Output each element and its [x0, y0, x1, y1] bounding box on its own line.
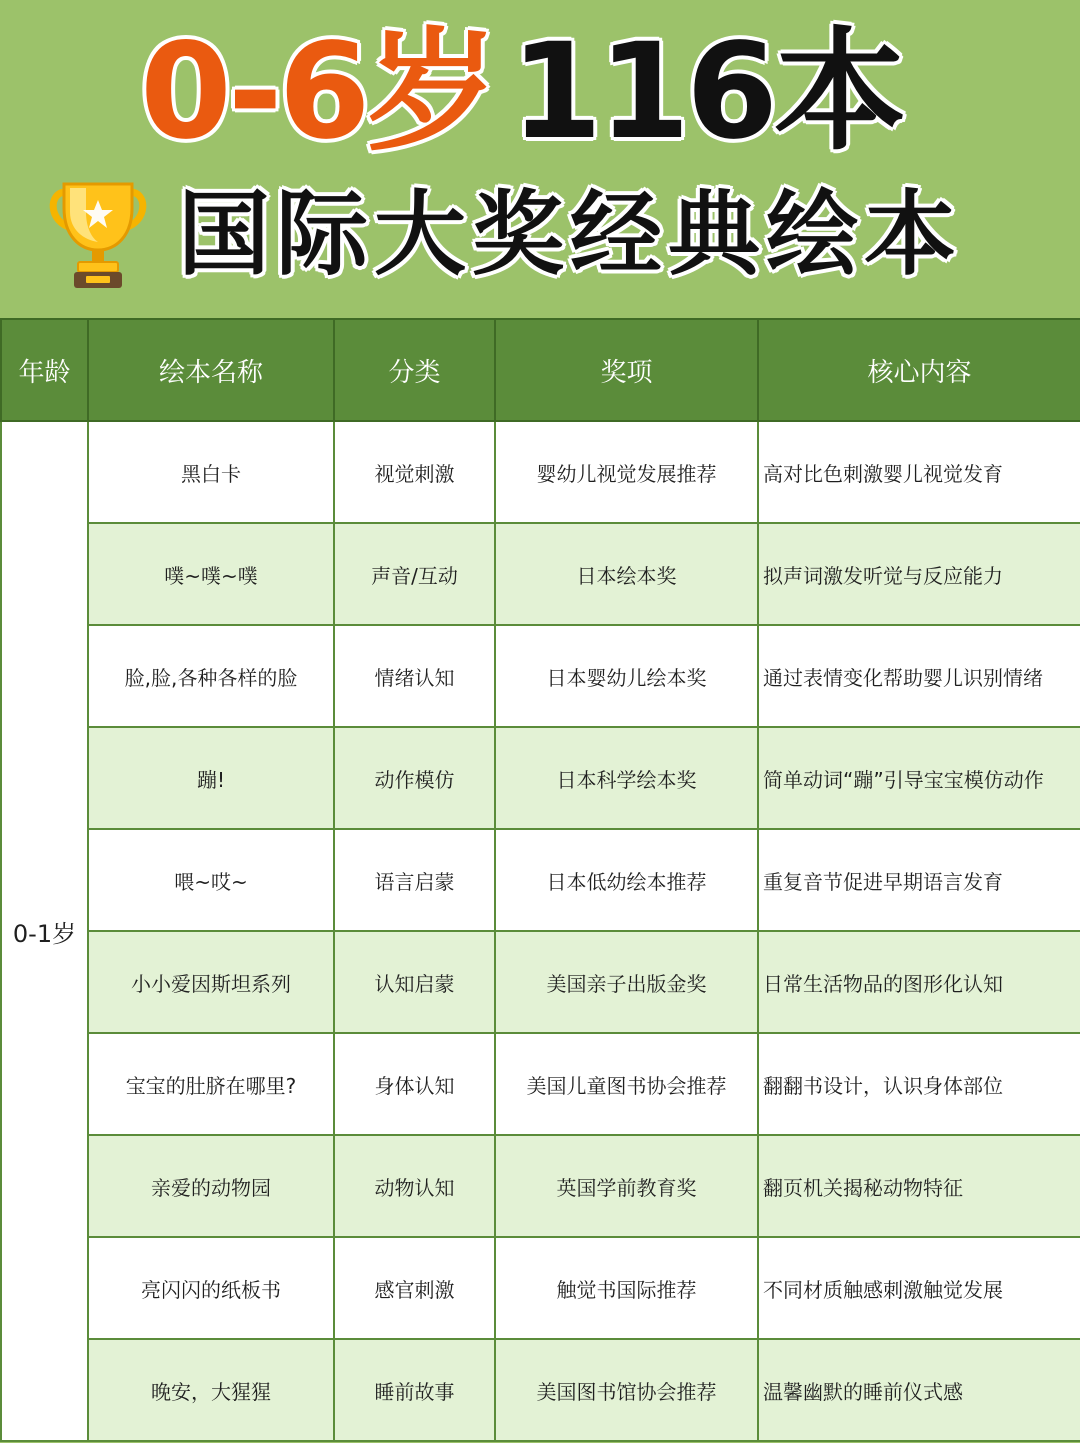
category-cell: 视觉刺激 [334, 421, 495, 523]
age-group-cell: 0-1岁 [1, 421, 88, 1441]
content-cell: 通过表情变化帮助婴儿识别情绪 [758, 625, 1080, 727]
content-cell: 翻翻书设计，认识身体部位 [758, 1033, 1080, 1135]
table-header-row [1, 319, 1080, 421]
award-cell: 日本婴幼儿绘本奖 [495, 625, 758, 727]
table-row [1, 829, 1080, 931]
award-cell: 英国学前教育奖 [495, 1135, 758, 1237]
content-cell: 日常生活物品的图形化认知 [758, 931, 1080, 1033]
hero-banner [0, 0, 1080, 318]
content-cell: 不同材质触感刺激触觉发展 [758, 1237, 1080, 1339]
table-row [1, 727, 1080, 829]
book-name-cell: 喂~哎~ [88, 829, 334, 931]
content-cell: 重复音节促进早期语言发育 [758, 829, 1080, 931]
table-row [1, 931, 1080, 1033]
table-row [1, 1033, 1080, 1135]
trophy-icon [46, 178, 150, 292]
award-cell: 美国儿童图书协会推荐 [495, 1033, 758, 1135]
book-name-cell: 噗~噗~噗 [88, 523, 334, 625]
category-cell: 动物认知 [334, 1135, 495, 1237]
subtitle: 国际大奖经典绘本 [178, 181, 963, 288]
table-row [1, 1135, 1080, 1237]
title-age-range: 0-6岁 [140, 15, 495, 169]
content-cell: 简单动词“蹦”引导宝宝模仿动作 [758, 727, 1080, 829]
table-row [1, 1339, 1080, 1441]
book-table-wrapper [0, 318, 1080, 1443]
book-name-cell: 亲爱的动物园 [88, 1135, 334, 1237]
category-cell: 睡前故事 [334, 1339, 495, 1441]
category-cell: 声音/互动 [334, 523, 495, 625]
book-table [0, 318, 1080, 1442]
header-core-content: 核心内容 [758, 319, 1080, 421]
award-cell: 日本绘本奖 [495, 523, 758, 625]
header-book-name: 绘本名称 [88, 319, 334, 421]
book-name-cell: 蹦! [88, 727, 334, 829]
book-name-cell: 亮闪闪的纸板书 [88, 1237, 334, 1339]
award-cell: 美国亲子出版金奖 [495, 931, 758, 1033]
main-title [140, 15, 903, 169]
award-cell: 触觉书国际推荐 [495, 1237, 758, 1339]
book-name-cell: 黑白卡 [88, 421, 334, 523]
title-book-count: 116本 [510, 15, 903, 169]
award-cell: 日本低幼绘本推荐 [495, 829, 758, 931]
book-name-cell: 小小爱因斯坦系列 [88, 931, 334, 1033]
header-category: 分类 [334, 319, 495, 421]
category-cell: 身体认知 [334, 1033, 495, 1135]
table-row [1, 625, 1080, 727]
header-award: 奖项 [495, 319, 758, 421]
table-row [1, 1237, 1080, 1339]
category-cell: 感官刺激 [334, 1237, 495, 1339]
category-cell: 情绪认知 [334, 625, 495, 727]
content-cell: 温馨幽默的睡前仪式感 [758, 1339, 1080, 1441]
award-cell: 日本科学绘本奖 [495, 727, 758, 829]
book-name-cell: 晚安，大猩猩 [88, 1339, 334, 1441]
table-row [1, 523, 1080, 625]
content-cell: 高对比色刺激婴儿视觉发育 [758, 421, 1080, 523]
category-cell: 认知启蒙 [334, 931, 495, 1033]
category-cell: 语言启蒙 [334, 829, 495, 931]
book-name-cell: 脸,脸,各种各样的脸 [88, 625, 334, 727]
content-cell: 拟声词激发听觉与反应能力 [758, 523, 1080, 625]
content-cell: 翻页机关揭秘动物特征 [758, 1135, 1080, 1237]
award-cell: 婴幼儿视觉发展推荐 [495, 421, 758, 523]
table-row [1, 421, 1080, 523]
book-name-cell: 宝宝的肚脐在哪里? [88, 1033, 334, 1135]
header-age: 年龄 [1, 319, 88, 421]
category-cell: 动作模仿 [334, 727, 495, 829]
award-cell: 美国图书馆协会推荐 [495, 1339, 758, 1441]
